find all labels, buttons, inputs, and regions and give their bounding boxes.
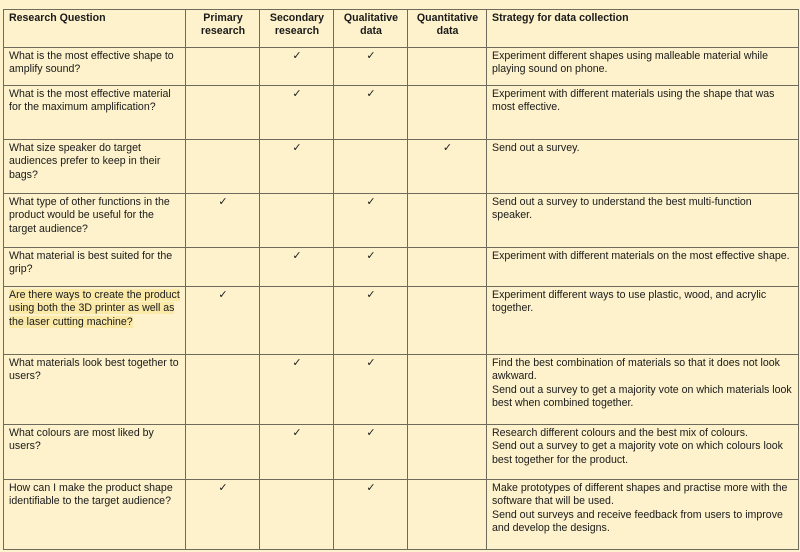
research-question-text: How can I make the product shape identifiable to the target audience? — [9, 482, 173, 508]
qualitative-cell — [334, 425, 408, 480]
table-row — [4, 194, 799, 248]
primary-cell — [186, 287, 260, 355]
quantitative-cell — [408, 355, 487, 425]
research-question-cell — [4, 194, 186, 248]
table-row — [4, 48, 799, 86]
check-icon: ✓ — [292, 88, 302, 100]
quantitative-cell — [408, 248, 487, 287]
quantitative-cell — [408, 480, 487, 550]
primary-cell — [186, 480, 260, 550]
header-secondary-research: Secondary research — [260, 10, 334, 48]
check-icon: ✓ — [292, 50, 302, 62]
check-icon: ✓ — [366, 88, 376, 100]
strategy-cell: Research different colours and the best mix of colours. Send out a survey to get a majority vote on which colours look best together for the product. — [487, 425, 799, 480]
header-research-question: Research Question — [4, 10, 186, 48]
table-row — [4, 248, 799, 287]
quantitative-cell — [408, 287, 487, 355]
qualitative-cell — [334, 140, 408, 194]
qualitative-cell — [334, 480, 408, 550]
secondary-cell — [260, 355, 334, 425]
table-row — [4, 86, 799, 140]
strategy-cell: Experiment different ways to use plastic, wood, and acrylic together. — [487, 287, 799, 355]
quantitative-cell — [408, 48, 487, 86]
research-question-cell — [4, 355, 186, 425]
check-icon: ✓ — [366, 357, 376, 369]
check-icon: ✓ — [292, 427, 302, 439]
primary-cell — [186, 425, 260, 480]
check-icon: ✓ — [366, 289, 376, 301]
research-question-cell — [4, 48, 186, 86]
check-icon: ✓ — [366, 250, 376, 262]
primary-cell — [186, 194, 260, 248]
check-icon: ✓ — [442, 142, 453, 154]
research-question-cell — [4, 248, 186, 287]
secondary-cell — [260, 425, 334, 480]
check-icon: ✓ — [218, 289, 228, 301]
strategy-cell: Find the best combination of materials so that it does not look awkward. Send out a survey to get a majority vote on which materials look best when combined together. — [487, 355, 799, 425]
quantitative-cell — [408, 140, 487, 194]
primary-cell — [186, 355, 260, 425]
research-question-cell — [4, 86, 186, 140]
check-icon: ✓ — [366, 427, 376, 439]
table-body — [4, 48, 799, 550]
check-icon: ✓ — [292, 142, 302, 154]
check-icon: ✓ — [366, 196, 376, 208]
research-question-text: What colours are most liked by users? — [9, 427, 154, 453]
research-table — [3, 9, 799, 550]
header-qualitative-data: Qualitative data — [334, 10, 408, 48]
table-row — [4, 425, 799, 480]
check-icon: ✓ — [366, 50, 376, 62]
research-question-text: What type of other functions in the product would be useful for the target audience? — [9, 196, 170, 235]
strategy-cell: Send out a survey. — [487, 140, 799, 194]
research-question-text: Are there ways to create the product using both the 3D printer as well as the laser cutting machine? — [9, 289, 180, 328]
header-primary-research: Primary research — [186, 10, 260, 48]
research-question-cell — [4, 480, 186, 550]
research-question-text: What is the most effective material for the maximum amplification? — [9, 88, 171, 114]
check-icon: ✓ — [292, 357, 302, 369]
qualitative-cell — [334, 86, 408, 140]
secondary-cell — [260, 194, 334, 248]
quantitative-cell — [408, 194, 487, 248]
check-icon: ✓ — [292, 250, 302, 262]
research-question-cell — [4, 287, 186, 355]
quantitative-cell — [408, 425, 487, 480]
check-icon: ✓ — [366, 482, 376, 494]
qualitative-cell — [334, 48, 408, 86]
table-row — [4, 140, 799, 194]
quantitative-cell — [408, 86, 487, 140]
qualitative-cell — [334, 287, 408, 355]
research-question-text: What is the most effective shape to amplify sound? — [9, 50, 174, 76]
research-question-cell — [4, 140, 186, 194]
strategy-cell: Experiment with different materials on the most effective shape. — [487, 248, 799, 287]
strategy-cell: Make prototypes of different shapes and practise more with the software that will be used. Send out surveys and receive feedback from users to improve and develop the designs. — [487, 480, 799, 550]
secondary-cell — [260, 140, 334, 194]
research-question-text: What materials look best together to users? — [9, 357, 179, 383]
secondary-cell — [260, 248, 334, 287]
table-row — [4, 480, 799, 550]
qualitative-cell — [334, 194, 408, 248]
secondary-cell — [260, 86, 334, 140]
table-row — [4, 355, 799, 425]
primary-cell — [186, 248, 260, 287]
research-question-text: What size speaker do target audiences prefer to keep in their bags? — [9, 142, 161, 181]
primary-cell — [186, 48, 260, 86]
qualitative-cell — [334, 355, 408, 425]
header-strategy: Strategy for data collection — [487, 10, 799, 48]
check-icon: ✓ — [218, 196, 228, 208]
research-question-text: What material is best suited for the grip? — [9, 250, 173, 276]
header-quantitative-data: Quantitative data — [408, 10, 487, 48]
header-row — [4, 10, 799, 48]
primary-cell — [186, 86, 260, 140]
strategy-cell: Experiment different shapes using malleable material while playing sound on phone. — [487, 48, 799, 86]
table-row — [4, 287, 799, 355]
qualitative-cell — [334, 248, 408, 287]
strategy-cell: Experiment with different materials using the shape that was most effective. — [487, 86, 799, 140]
secondary-cell — [260, 480, 334, 550]
secondary-cell — [260, 48, 334, 86]
check-icon: ✓ — [218, 482, 228, 494]
research-question-cell — [4, 425, 186, 480]
secondary-cell — [260, 287, 334, 355]
primary-cell — [186, 140, 260, 194]
strategy-cell: Send out a survey to understand the best multi-function speaker. — [487, 194, 799, 248]
